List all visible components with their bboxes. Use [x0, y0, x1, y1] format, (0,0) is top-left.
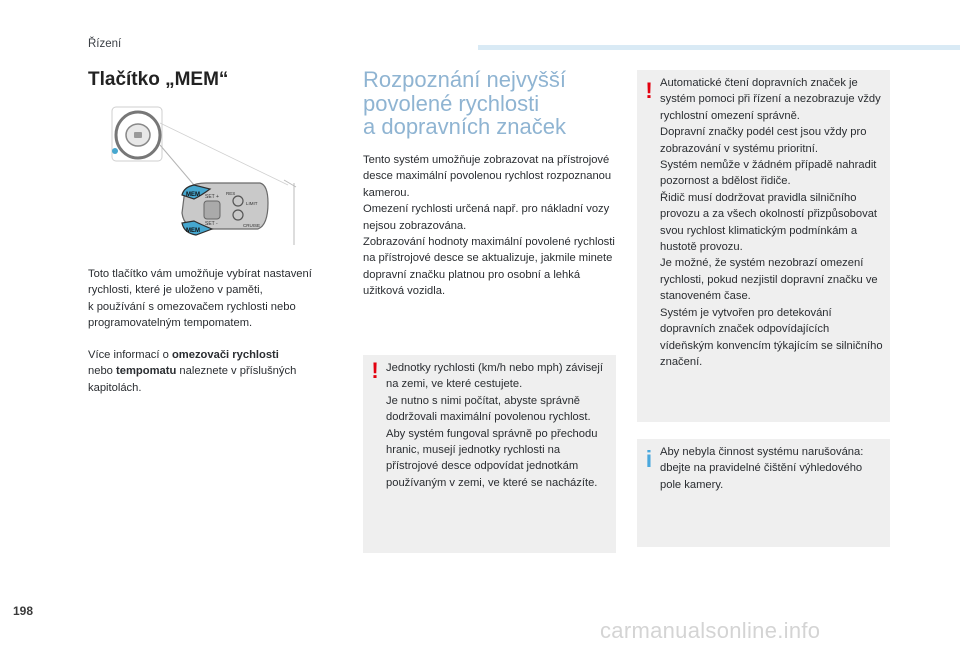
recognition-text: Tento systém umožňuje zobrazovat na přístrojové desce maximální povolenou rychlost rozpoznanou kamerou. Omezení rychlosti určená např. pro nákladní vozy nejsou zobrazována. Zobrazování hodnoty maximální povolené rychlosti na přístrojové desce se aktualizuje, jakmile minete dopravní značku platnou pro osobní a lehká užitková vozidla. [363, 154, 615, 298]
mem-description: Toto tlačítko vám umožňuje vybírat nastavení rychlosti, které je uloženo v paměti, k používání s omezovačem rychlosti nebo programovatelným tempomatem. [88, 268, 312, 330]
recognition-title: Rozpoznání nejvyšší povolené rychlosti a dopravních značek [363, 67, 567, 139]
svg-text:SET -: SET - [205, 221, 218, 227]
svg-text:MEM: MEM [186, 228, 200, 234]
cruise-control-stalk-icon [182, 180, 296, 245]
svg-text:MEM: MEM [186, 192, 200, 198]
speed-units-warning-note [363, 355, 616, 553]
info-i-icon: i [645, 446, 653, 472]
auto-reading-note-text: Automatické čtení dopravních značek je systém pomoci při řízení a nezobrazuje vždy rychlostní omezení správně. Dopravní značky podél cest jsou vždy pro zobrazování v systému prioritní. Systém nemůže v žádném případě nahradit pozornost a bdělost řidiče. Řidič musí dodržovat pravidla silničního provozu a za všech okolností přizpůsobovat svou rychlost klimatickým podmínkám a hustotě provozu. Je možné, že systém nezobrazí omezení rychlosti, pokud nezjistil dopravní značku ve stanoveném čase. Systém je vytvořen pro detekování dopravních značek odpovídajících vídeňským konvencím týkajícím se silničního značení. [660, 77, 883, 368]
svg-text:CRUISE: CRUISE [243, 223, 261, 228]
page-number: 198 [13, 604, 34, 618]
header-section: Řízení [88, 38, 122, 50]
auto-reading-warning-note [637, 70, 890, 422]
speed-units-note-text: Jednotky rychlosti (km/h nebo mph) závisejí na zemi, ve které cestujete. Je nutno s nimi počítat, abyste správně dodržovali maximální povolenou rychlost. Aby systém fungoval správně po přechodu hranic, musejí jednotky rychlosti na přístrojové desce odpovídat jednotkám používaným v zemi, ve které se nacházíte. [386, 362, 603, 489]
warning-exclamation-icon: ! [371, 358, 379, 383]
steering-wheel-icon [112, 107, 162, 161]
warning-exclamation-icon: ! [645, 78, 653, 103]
svg-text:LIMIT: LIMIT [246, 201, 258, 206]
camera-cleaning-info-note [637, 439, 890, 547]
mem-title: Tlačítko „MEM“ [88, 69, 229, 90]
steering-control-illustration [110, 105, 306, 247]
watermark: carmanualsonline.info [600, 618, 821, 643]
camera-cleaning-note-text: Aby nebyla činnost systému narušována: dbejte na pravidelné čištění výhledového pole kamery. [660, 446, 864, 491]
mem-more-info: Více informací o omezovači rychlosti nebo tempomatu naleznete v příslušných kapitolách. [88, 349, 297, 394]
svg-text:SET +: SET + [205, 194, 219, 200]
header-accent-bar [478, 45, 960, 50]
svg-text:RES: RES [226, 191, 236, 196]
